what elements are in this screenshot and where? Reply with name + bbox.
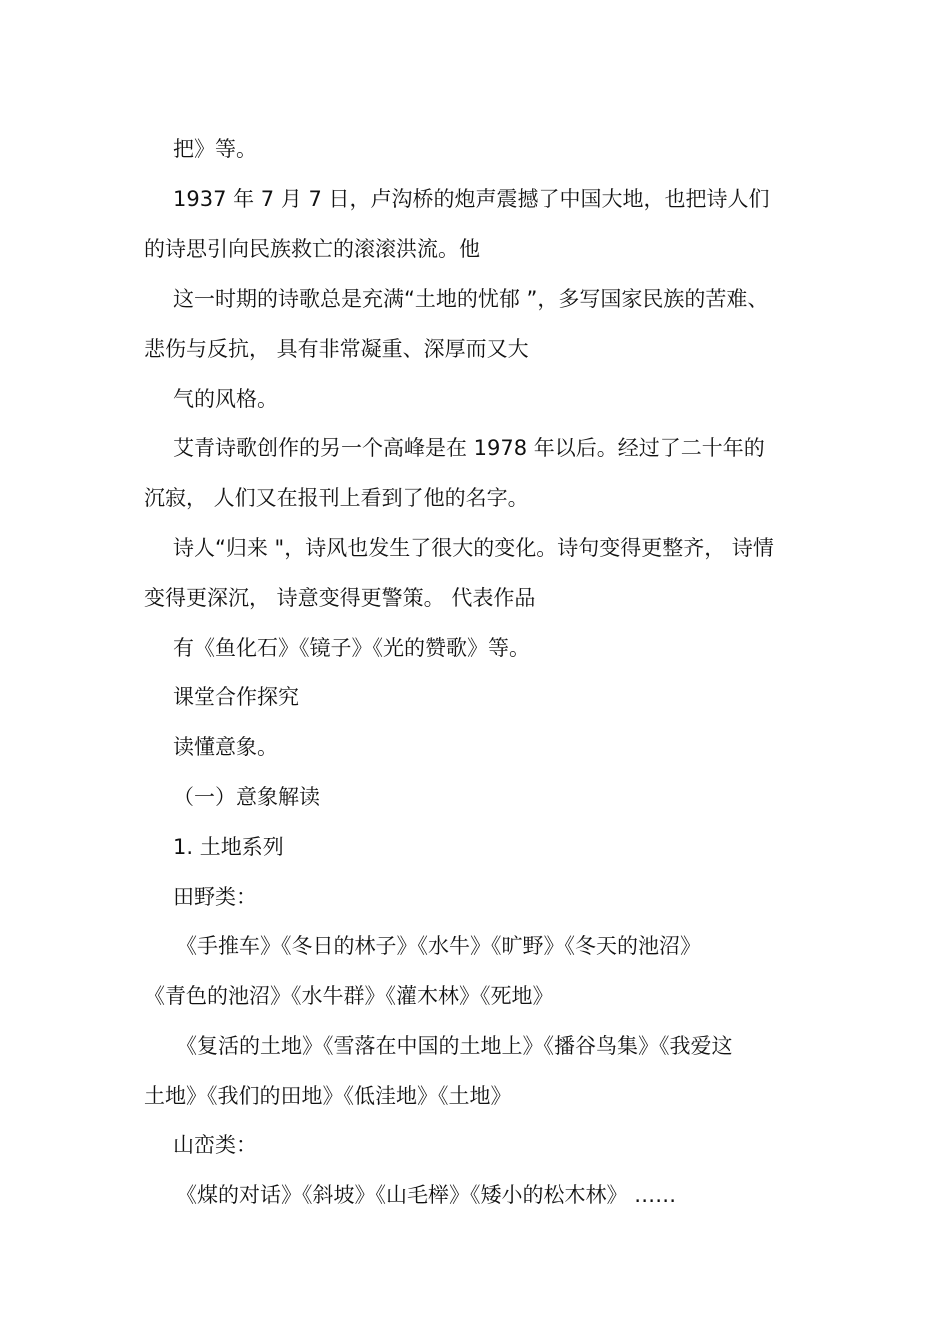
text-line: 变得更深沉， 诗意变得更警策。 代表作品 [144, 586, 536, 610]
text-line: 1937 年 7 月 7 日，卢沟桥的炮声震撼了中国大地，也把诗人们 [173, 187, 770, 211]
category-label: 田野类： [173, 885, 257, 909]
category-label: 山峦类： [173, 1133, 257, 1157]
text-line: 把》等。 [173, 137, 257, 161]
text-line: 艾青诗歌创作的另一个高峰是在 1978 年以后。经过了二十年的 [173, 436, 765, 460]
text-line: 诗人“归来 "，诗风也发生了很大的变化。诗句变得更整齐， 诗情 [173, 536, 774, 560]
subsection-heading: （一）意象解读 [173, 785, 320, 809]
section-heading: 课堂合作探究 [173, 685, 299, 709]
text-line: 气的风格。 [173, 387, 278, 411]
text-line: 《复活的土地》《雪落在中国的土地上》《播谷鸟集》《我爱这 [176, 1034, 733, 1058]
text-line: 《手推车》《冬日的林子》《水牛》《旷野》《冬天的池沼》 [176, 934, 701, 958]
text-line: 的诗思引向民族救亡的滚滚洪流。他 [144, 237, 480, 261]
text-line: 读懂意象。 [173, 735, 278, 759]
list-heading: 1. 土地系列 [173, 835, 284, 859]
text-line: 这一时期的诗歌总是充满“土地的忧郁 ”，多写国家民族的苦难、 [173, 287, 769, 311]
text-line: 沉寂， 人们又在报刊上看到了他的名字。 [144, 486, 529, 510]
text-line: 《青色的池沼》《水牛群》《灌木林》《死地》 [144, 984, 554, 1008]
text-line: 土地》《我们的田地》《低洼地》《土地》 [144, 1084, 512, 1108]
text-line: 有《鱼化石》《镜子》《光的赞歌》等。 [173, 636, 530, 660]
text-line: 悲伤与反抗， 具有非常凝重、深厚而又大 [144, 337, 529, 361]
text-line: 《煤的对话》《斜坡》《山毛榉》《矮小的松木林》 …… [176, 1183, 677, 1207]
